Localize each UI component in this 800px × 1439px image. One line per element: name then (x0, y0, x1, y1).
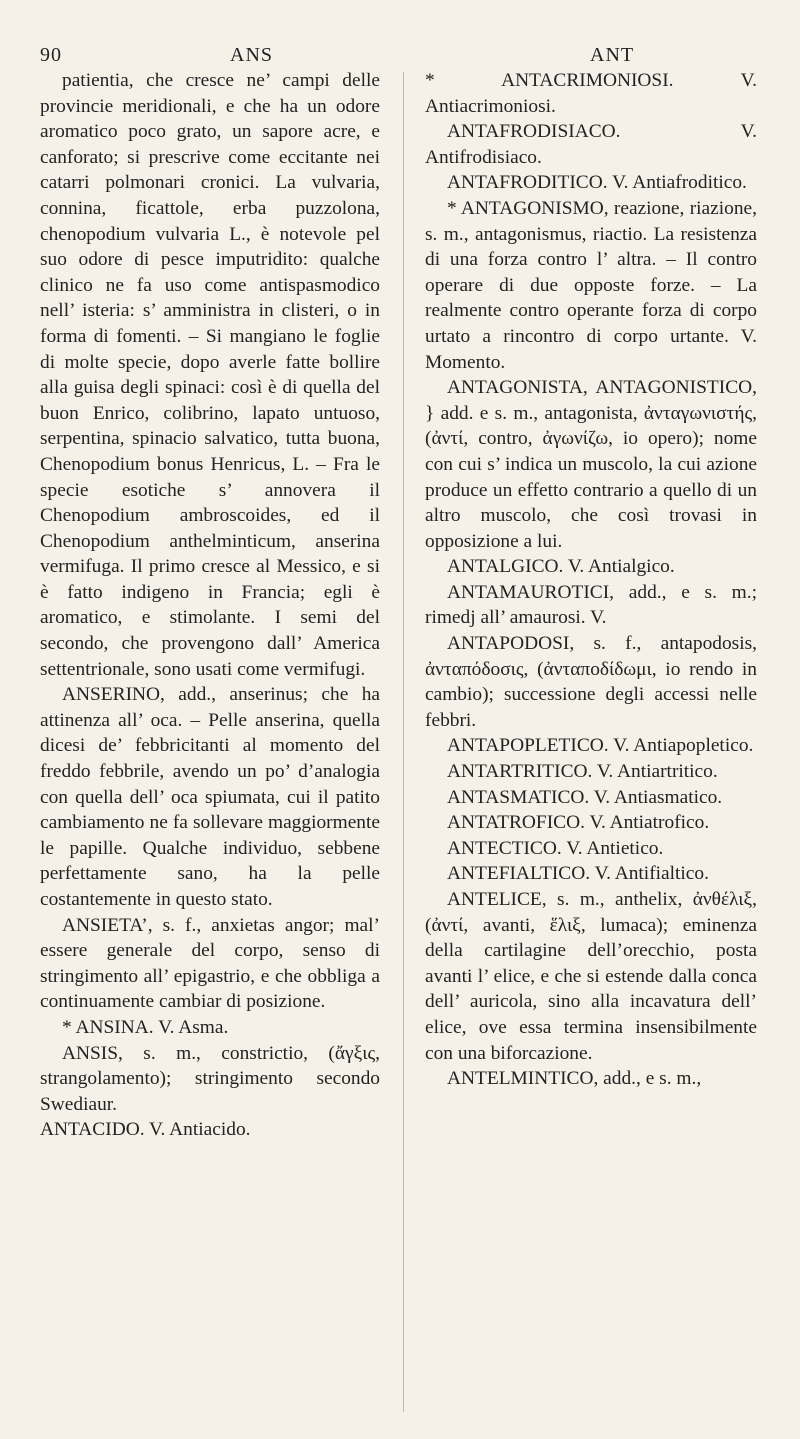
entry-ansis: ANSIS, s. m., constrictio, (ἄγξις, strangolamento); stringimento secondo Swediaur. (40, 1042, 380, 1115)
right-column (425, 68, 757, 1092)
entry-antalgico: ANTALGICO. V. Antialgico. (447, 556, 675, 578)
entry-antelmintico: ANTELMINTICO, add., e s. m., (447, 1068, 702, 1090)
entry-antectico: ANTECTICO. V. Antietico. (447, 837, 664, 859)
entry-antapopletico: ANTAPOPLETICO. V. Antiapopletico. (447, 735, 754, 757)
left-running-head: ANS (230, 44, 274, 66)
entry-antatrofico: ANTATROFICO. V. Antiatrofico. (447, 812, 710, 834)
entry-antafrodisiaco: ANTAFRODISIACO. V. Antifrodisiaco. (425, 121, 757, 168)
entry-ansieta: ANSIETA’, s. f., anxietas angor; mal’ essere generale del corpo, senso di stringimento all’ epigastrio, e che obbliga a continuamente cambiar di posizione. (40, 914, 380, 1013)
entry-ansina: * ANSINA. V. Asma. (62, 1016, 229, 1038)
entry-paragraph: patientia, che cresce ne’ campi delle provincie meridionali, e che ha un odore aromatico poco grato, un sapore acre, e canforato; si prescrive come eccitante nei catarri polmonari cronici. La vulvaria, connina, ficattole, erba puzzolona, chenopodium vulvaria L., è notevole pel suo odore di pesce imputridito: qualche clinico ne fa uso come antispasmodico nell’ isteria: s’ amministra in clisteri, o in forma di fomenti. – Si mangiano le foglie di molte specie, dopo averle fatte bollire alla guisa degli spinaci: così è di quella del buon Enrico, colibrino, lapato untuoso, serpentina, spinacio salvatico, tutta buona, Chenopodium bonus Henricus, L. – Fra le specie esotiche s’ annovera il Chenopodium ambroscoides, ed il Chenopodium anthelminticum, anserina vermifuga. Il primo cresce al Messico, e si è fatto indigeno in Francia; egli è aromatico, e stimolante. I semi del secondo, che provengono dall’ America settentrionale, sono usati come vermifugi. (40, 70, 380, 680)
page-number: 90 (40, 44, 62, 66)
entry-antagonista: ANTAGONISTA, ANTAGONISTICO, } add. e s. m., antagonista, ἀνταγωνιστής, (ἀντί, contro, ἀγωνίζω, io opero); nome con cui s’ indica un muscolo, la cui azione produce un effetto contrario a quello di un altro muscolo, che così trovasi in opposizione a lui. (425, 377, 757, 552)
entry-antamaurotici: ANTAMAUROTICI, add., e s. m.; rimedj all’ amaurosi. V. (425, 581, 757, 629)
entry-anserino: ANSERINO, add., anserinus; che ha attinenza all’ oca. – Pelle anserina, quella dicesi de’ febbricitanti al momento del freddo febbrile, avendo un po’ d’analogia con quella dell’ oca spiumata, cui il patito cambiamento ne fa sollevare maggiormente le papille. Qualche individuo, sebbene perfettamente sano, ha la pelle costantemente in questo stato. (40, 684, 380, 910)
entry-antefialtico: ANTEFIALTICO. V. Antifialtico. (447, 863, 709, 885)
entry-antafroditico: ANTAFRODITICO. V. Antiafroditico. (447, 172, 747, 194)
entry-antacrimoniosi: * ANTACRIMONIOSI. V. Antiacrimoniosi. (425, 70, 757, 117)
entry-antapodosi: ANTAPODOSI, s. f., antapodosis, ἀνταπόδοσις, (ἀνταποδίδωμι, io rendo in cambio); successione degli accessi nelle febbri. (425, 633, 757, 731)
entry-antelice: ANTELICE, s. m., anthelix, ἀνθέλιξ, (ἀντί, avanti, ἕλιξ, lumaca); eminenza della cartilagine dell’orecchio, posta avanti l’ elice, e che si estende dalla conca dell’ auricola, sino alla incavatura dell’ elice, ove essa termina insensibilmente con una biforcazione. (425, 889, 757, 1064)
entry-antasmatico: ANTASMATICO. V. Antiasmatico. (447, 786, 723, 808)
entry-antagonismo: * ANTAGONISMO, reazione, riazione, s. m., antagonismus, riactio. La resistenza di una forza contro l’ altra. – Il contro operare di due opposte forze. – La realmente contro operante forza di corpo urtato a rincontro di corpo urtante. V. Momento. (425, 197, 757, 373)
left-column (40, 68, 380, 1143)
right-running-head: ANT (590, 44, 635, 66)
entry-antartritico: ANTARTRITICO. V. Antiartritico. (447, 761, 718, 783)
column-divider (403, 72, 404, 1412)
entry-antacido: ANTACIDO. V. Antiacido. (40, 1119, 251, 1141)
